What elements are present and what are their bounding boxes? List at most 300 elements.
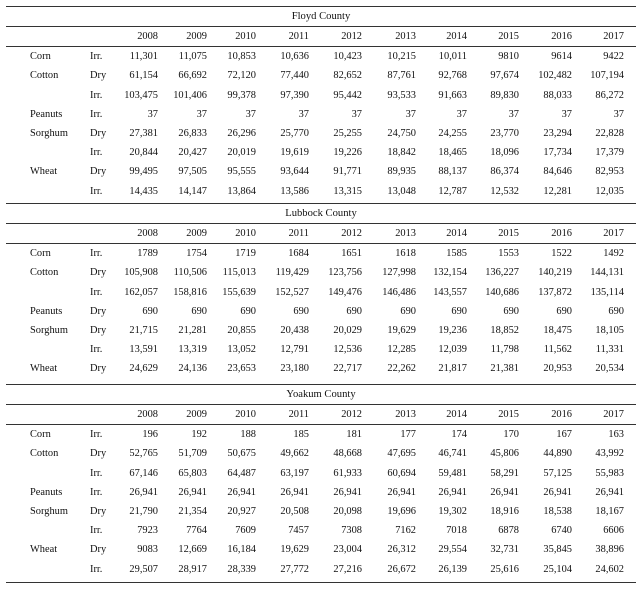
table-cell: 196 (142, 429, 158, 441)
table-cell: 18,105 (595, 324, 624, 336)
crop-label: Sorghum (30, 505, 68, 517)
table-cell: 7457 (288, 525, 309, 537)
table-cell: 135,114 (590, 286, 624, 298)
table-cell: 86,374 (490, 166, 519, 178)
table-cell: 690 (240, 305, 256, 317)
table-cell: 12,536 (333, 344, 362, 356)
table-cell: 137,872 (538, 286, 572, 298)
table-cell: 690 (556, 305, 572, 317)
irrigation-type: Dry (90, 544, 107, 556)
table-cell: 132,154 (433, 267, 467, 279)
irrigation-type: Dry (90, 267, 107, 279)
table-cell: 26,672 (387, 563, 416, 575)
table-cell: 37 (561, 108, 572, 120)
table-cell: 12,791 (280, 344, 309, 356)
table-cell: 7308 (341, 525, 362, 537)
table-cell: 19,696 (387, 505, 416, 517)
table-cell: 13,591 (129, 344, 158, 356)
table-cell: 22,262 (387, 363, 416, 375)
table-cell: 12,039 (438, 344, 467, 356)
table-cell: 18,465 (438, 147, 467, 159)
table-cell: 14,435 (129, 185, 158, 197)
table-cell: 127,998 (382, 267, 416, 279)
table-cell: 58,291 (490, 467, 519, 479)
table-cell: 163 (608, 429, 624, 441)
table-cell: 12,787 (438, 185, 467, 197)
irrigation-type: Irr. (90, 429, 103, 441)
table-cell: 24,629 (129, 363, 158, 375)
table-cell: 24,750 (387, 127, 416, 139)
table-cell: 690 (503, 305, 519, 317)
irrigation-type: Irr. (90, 248, 103, 260)
table-cell: 65,803 (178, 467, 207, 479)
crop-label: Wheat (30, 544, 58, 556)
table-cell: 27,381 (129, 127, 158, 139)
table-cell: 115,013 (222, 267, 256, 279)
table-row (6, 162, 636, 181)
table-cell: 18,475 (543, 324, 572, 336)
table-cell: 149,476 (328, 286, 362, 298)
table-cell: 48,668 (333, 448, 362, 460)
table-cell: 690 (142, 305, 158, 317)
table-cell: 23,294 (543, 127, 572, 139)
table-cell: 61,933 (333, 467, 362, 479)
crop-label: Wheat (30, 363, 58, 375)
year-header-row (6, 224, 636, 244)
table-cell: 177 (400, 429, 416, 441)
table-cell: 46,741 (438, 448, 467, 460)
table-cell: 64,487 (227, 467, 256, 479)
table-cell: 146,486 (382, 286, 416, 298)
table-cell: 1522 (551, 248, 572, 260)
year-header: 2014 (446, 31, 467, 42)
table-cell: 6740 (551, 525, 572, 537)
table-cell: 20,438 (280, 324, 309, 336)
table-cell: 37 (508, 108, 519, 120)
table-cell: 18,916 (490, 505, 519, 517)
year-header: 2015 (498, 409, 519, 420)
table-cell: 105,908 (124, 267, 158, 279)
table-cell: 19,302 (438, 505, 467, 517)
table-cell: 20,855 (227, 324, 256, 336)
table-cell: 26,941 (387, 486, 416, 498)
irrigation-type: Dry (90, 166, 107, 178)
table-cell: 188 (240, 429, 256, 441)
irrigation-type: Dry (90, 70, 107, 82)
table-cell: 26,312 (387, 544, 416, 556)
table-row (6, 283, 636, 302)
table-cell: 26,941 (227, 486, 256, 498)
year-header-row (6, 27, 636, 47)
irrigation-type: Irr. (90, 467, 103, 479)
irrigation-type: Irr. (90, 286, 103, 298)
table-cell: 1553 (498, 248, 519, 260)
table-cell: 25,616 (490, 563, 519, 575)
table-cell: 97,674 (490, 70, 519, 82)
table-cell: 99,495 (129, 166, 158, 178)
table-cell: 37 (613, 108, 624, 120)
table-cell: 89,830 (490, 89, 519, 101)
table-cell: 92,768 (438, 70, 467, 82)
table-cell: 143,557 (433, 286, 467, 298)
table-cell: 27,216 (333, 563, 362, 575)
table-cell: 99,378 (227, 89, 256, 101)
table-cell: 37 (298, 108, 309, 120)
table-cell: 21,715 (129, 324, 158, 336)
table-row (6, 105, 636, 124)
table-cell: 11,562 (543, 344, 572, 356)
table-cell: 60,694 (387, 467, 416, 479)
year-header: 2009 (186, 228, 207, 239)
year-header: 2013 (395, 31, 416, 42)
table-cell: 28,339 (227, 563, 256, 575)
county-title-row (6, 6, 636, 27)
crop-label: Cotton (30, 70, 59, 82)
table-cell: 7162 (395, 525, 416, 537)
table-cell: 82,953 (595, 166, 624, 178)
table-cell: 9810 (498, 51, 519, 63)
year-header: 2011 (288, 228, 309, 239)
table-row (6, 540, 636, 559)
table-cell: 101,406 (173, 89, 207, 101)
table-row (6, 302, 636, 321)
table-cell: 84,646 (543, 166, 572, 178)
irrigation-type: Irr. (90, 51, 103, 63)
table-row (6, 560, 636, 579)
year-header: 2013 (395, 409, 416, 420)
table-cell: 158,816 (173, 286, 207, 298)
table-cell: 174 (451, 429, 467, 441)
table-cell: 10,215 (387, 51, 416, 63)
table-cell: 26,941 (490, 486, 519, 498)
table-cell: 37 (405, 108, 416, 120)
table-cell: 26,296 (227, 127, 256, 139)
county-table (6, 203, 636, 379)
table-bottom-rule (6, 582, 636, 583)
year-header: 2016 (551, 409, 572, 420)
table-cell: 55,983 (595, 467, 624, 479)
year-header: 2012 (341, 409, 362, 420)
table-cell: 37 (245, 108, 256, 120)
table-cell: 72,120 (227, 70, 256, 82)
table-cell: 103,475 (124, 89, 158, 101)
table-cell: 20,927 (227, 505, 256, 517)
table-cell: 57,125 (543, 467, 572, 479)
irrigation-type: Irr. (90, 344, 103, 356)
year-header: 2008 (137, 228, 158, 239)
table-cell: 37 (196, 108, 207, 120)
table-cell: 22,717 (333, 363, 362, 375)
table-row (6, 502, 636, 521)
county-table (6, 6, 636, 201)
table-cell: 23,180 (280, 363, 309, 375)
table-cell: 14,147 (178, 185, 207, 197)
table-cell: 17,379 (595, 147, 624, 159)
year-header: 2015 (498, 228, 519, 239)
table-cell: 97,390 (280, 89, 309, 101)
crop-label: Wheat (30, 166, 58, 178)
year-header: 2015 (498, 31, 519, 42)
table-row (6, 47, 636, 66)
year-header: 2011 (288, 409, 309, 420)
table-cell: 19,236 (438, 324, 467, 336)
table-cell: 59,481 (438, 467, 467, 479)
table-cell: 167 (556, 429, 572, 441)
table-cell: 20,508 (280, 505, 309, 517)
table-cell: 10,636 (280, 51, 309, 63)
table-cell: 20,534 (595, 363, 624, 375)
table-cell: 10,853 (227, 51, 256, 63)
irrigation-type: Irr. (90, 486, 103, 498)
year-header-row (6, 405, 636, 425)
table-row (6, 66, 636, 85)
table-cell: 12,669 (178, 544, 207, 556)
table-row (6, 86, 636, 105)
table-cell: 26,941 (595, 486, 624, 498)
table-cell: 1651 (341, 248, 362, 260)
table-cell: 20,019 (227, 147, 256, 159)
irrigation-type: Dry (90, 305, 107, 317)
table-cell: 26,941 (333, 486, 362, 498)
table-row (6, 182, 636, 201)
table-cell: 11,301 (129, 51, 158, 63)
county-title: Floyd County (291, 11, 351, 22)
table-cell: 86,272 (595, 89, 624, 101)
table-cell: 18,167 (595, 505, 624, 517)
table-cell: 89,935 (387, 166, 416, 178)
table-cell: 18,538 (543, 505, 572, 517)
year-header: 2009 (186, 409, 207, 420)
table-cell: 10,423 (333, 51, 362, 63)
table-cell: 1789 (137, 248, 158, 260)
table-row (6, 321, 636, 340)
table-cell: 690 (451, 305, 467, 317)
table-cell: 21,817 (438, 363, 467, 375)
table-cell: 1754 (186, 248, 207, 260)
table-cell: 7764 (186, 525, 207, 537)
table-cell: 21,281 (178, 324, 207, 336)
table-cell: 13,315 (333, 185, 362, 197)
table-cell: 107,194 (590, 70, 624, 82)
table-row (6, 521, 636, 540)
year-header: 2013 (395, 228, 416, 239)
crop-label: Peanuts (30, 108, 63, 120)
table-cell: 20,844 (129, 147, 158, 159)
table-cell: 82,652 (333, 70, 362, 82)
table-cell: 27,772 (280, 563, 309, 575)
table-cell: 17,734 (543, 147, 572, 159)
crop-label: Sorghum (30, 324, 68, 336)
table-cell: 22,828 (595, 127, 624, 139)
table-cell: 24,602 (595, 563, 624, 575)
year-header: 2010 (235, 31, 256, 42)
table-cell: 24,136 (178, 363, 207, 375)
year-header: 2014 (446, 228, 467, 239)
year-header: 2016 (551, 228, 572, 239)
table-cell: 93,644 (280, 166, 309, 178)
table-cell: 26,941 (543, 486, 572, 498)
table-cell: 45,806 (490, 448, 519, 460)
table-cell: 18,842 (387, 147, 416, 159)
table-cell: 95,555 (227, 166, 256, 178)
table-cell: 35,845 (543, 544, 572, 556)
table-cell: 11,075 (178, 51, 207, 63)
table-cell: 28,917 (178, 563, 207, 575)
table-cell: 9422 (603, 51, 624, 63)
table-row (6, 244, 636, 263)
table-cell: 26,941 (438, 486, 467, 498)
irrigation-type: Dry (90, 448, 107, 460)
table-cell: 61,154 (129, 70, 158, 82)
table-cell: 690 (608, 305, 624, 317)
table-cell: 140,219 (538, 267, 572, 279)
year-header: 2014 (446, 409, 467, 420)
table-row (6, 340, 636, 359)
table-cell: 20,953 (543, 363, 572, 375)
table-cell: 13,864 (227, 185, 256, 197)
table-cell: 26,941 (129, 486, 158, 498)
table-cell: 26,139 (438, 563, 467, 575)
table-cell: 102,482 (538, 70, 572, 82)
table-cell: 87,761 (387, 70, 416, 82)
county-title: Lubbock County (285, 208, 357, 219)
table-cell: 37 (351, 108, 362, 120)
crop-label: Cotton (30, 267, 59, 279)
table-cell: 136,227 (485, 267, 519, 279)
table-cell: 20,098 (333, 505, 362, 517)
year-header: 2008 (137, 409, 158, 420)
table-cell: 13,048 (387, 185, 416, 197)
year-header: 2009 (186, 31, 207, 42)
table-cell: 37 (456, 108, 467, 120)
table-cell: 690 (191, 305, 207, 317)
crop-label: Peanuts (30, 486, 63, 498)
irrigation-type: Irr. (90, 108, 103, 120)
table-cell: 52,765 (129, 448, 158, 460)
table-row (6, 143, 636, 162)
crop-label: Corn (30, 248, 51, 260)
table-cell: 144,131 (590, 267, 624, 279)
table-cell: 19,629 (280, 544, 309, 556)
table-cell: 97,505 (178, 166, 207, 178)
table-cell: 152,527 (275, 286, 309, 298)
table-cell: 38,896 (595, 544, 624, 556)
table-cell: 9614 (551, 51, 572, 63)
table-cell: 26,941 (178, 486, 207, 498)
table-cell: 7018 (446, 525, 467, 537)
table-cell: 88,137 (438, 166, 467, 178)
table-cell: 7609 (235, 525, 256, 537)
table-cell: 181 (346, 429, 362, 441)
table-cell: 67,146 (129, 467, 158, 479)
table-cell: 95,442 (333, 89, 362, 101)
table-cell: 10,011 (438, 51, 467, 63)
table-cell: 185 (293, 429, 309, 441)
table-cell: 21,381 (490, 363, 519, 375)
table-cell: 1684 (288, 248, 309, 260)
table-cell: 25,255 (333, 127, 362, 139)
year-header: 2012 (341, 228, 362, 239)
table-cell: 11,331 (595, 344, 624, 356)
crop-label: Cotton (30, 448, 59, 460)
table-cell: 23,770 (490, 127, 519, 139)
table-cell: 6606 (603, 525, 624, 537)
irrigation-type: Irr. (90, 185, 103, 197)
table-cell: 19,226 (333, 147, 362, 159)
table-cell: 9083 (137, 544, 158, 556)
table-cell: 1719 (235, 248, 256, 260)
table-cell: 13,586 (280, 185, 309, 197)
table-cell: 1492 (603, 248, 624, 260)
table-cell: 21,354 (178, 505, 207, 517)
crop-label: Corn (30, 429, 51, 441)
county-title-row (6, 203, 636, 224)
table-cell: 44,890 (543, 448, 572, 460)
table-cell: 25,104 (543, 563, 572, 575)
table-cell: 690 (346, 305, 362, 317)
table-cell: 51,709 (178, 448, 207, 460)
table-cell: 170 (503, 429, 519, 441)
table-cell: 123,756 (328, 267, 362, 279)
table-cell: 18,852 (490, 324, 519, 336)
table-cell: 91,663 (438, 89, 467, 101)
table-cell: 11,798 (490, 344, 519, 356)
crop-label: Corn (30, 51, 51, 63)
table-row (6, 464, 636, 483)
table-cell: 63,197 (280, 467, 309, 479)
table-cell: 23,653 (227, 363, 256, 375)
irrigation-type: Dry (90, 363, 107, 375)
table-cell: 119,429 (275, 267, 309, 279)
crop-label: Sorghum (30, 127, 68, 139)
year-header: 2017 (603, 228, 624, 239)
table-cell: 1618 (395, 248, 416, 260)
table-cell: 155,639 (222, 286, 256, 298)
table-cell: 47,695 (387, 448, 416, 460)
irrigation-type: Dry (90, 505, 107, 517)
table-cell: 32,731 (490, 544, 519, 556)
table-cell: 93,533 (387, 89, 416, 101)
year-header: 2011 (288, 31, 309, 42)
table-cell: 7923 (137, 525, 158, 537)
table-cell: 29,554 (438, 544, 467, 556)
year-header: 2008 (137, 31, 158, 42)
table-cell: 24,255 (438, 127, 467, 139)
table-cell: 16,184 (227, 544, 256, 556)
year-header: 2010 (235, 228, 256, 239)
table-cell: 18,096 (490, 147, 519, 159)
crop-label: Peanuts (30, 305, 63, 317)
table-cell: 43,992 (595, 448, 624, 460)
table-cell: 21,790 (129, 505, 158, 517)
table-cell: 88,033 (543, 89, 572, 101)
table-cell: 20,427 (178, 147, 207, 159)
table-cell: 690 (293, 305, 309, 317)
table-cell: 140,686 (485, 286, 519, 298)
table-row (6, 444, 636, 463)
table-cell: 162,057 (124, 286, 158, 298)
table-cell: 192 (191, 429, 207, 441)
table-cell: 91,771 (333, 166, 362, 178)
table-cell: 49,662 (280, 448, 309, 460)
year-header: 2017 (603, 31, 624, 42)
county-title-row (6, 384, 636, 405)
table-cell: 20,029 (333, 324, 362, 336)
table-row (6, 124, 636, 143)
table-cell: 110,506 (173, 267, 207, 279)
year-header: 2010 (235, 409, 256, 420)
year-header: 2012 (341, 31, 362, 42)
